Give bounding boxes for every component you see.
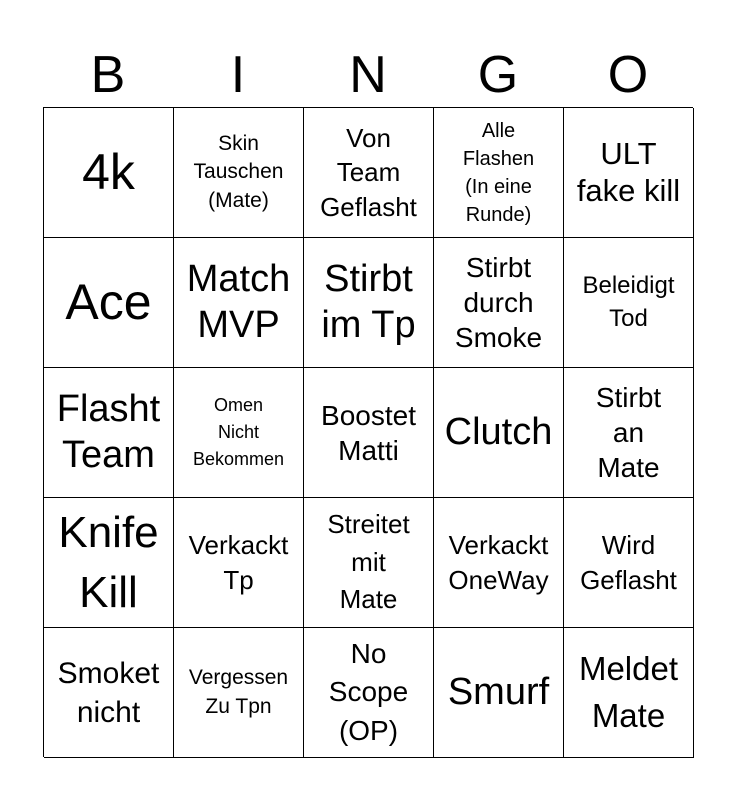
cell-text: ULT fake kill xyxy=(576,136,681,208)
cell-text: Omen Nicht Bekommen xyxy=(192,395,285,469)
cell-text: Von Team Geflasht xyxy=(320,122,417,222)
cell-text: Streitet mit Mate xyxy=(327,508,410,615)
bingo-board xyxy=(43,107,693,757)
cell-text: Smurf xyxy=(447,670,550,713)
bingo-cell[interactable] xyxy=(174,498,304,628)
bingo-cell[interactable] xyxy=(44,238,174,368)
cell-text: Stirbt an Mate xyxy=(595,382,662,483)
bingo-cell[interactable] xyxy=(44,108,174,238)
bingo-cell[interactable] xyxy=(564,108,694,238)
bingo-header xyxy=(43,42,693,108)
bingo-cell[interactable] xyxy=(174,368,304,498)
cell-text: Verkackt Tp xyxy=(188,529,289,595)
bingo-cell[interactable] xyxy=(434,108,564,238)
header-letter-b: B xyxy=(90,46,126,104)
bingo-cell[interactable] xyxy=(174,108,304,238)
cell-text: Knife Kill xyxy=(58,508,159,617)
bingo-cell[interactable] xyxy=(304,498,434,628)
bingo-cell[interactable] xyxy=(44,368,174,498)
bingo-cell[interactable] xyxy=(564,368,694,498)
bingo-cell[interactable] xyxy=(434,628,564,758)
cell-text: Stirbt im Tp xyxy=(321,257,416,346)
cell-text: Ace xyxy=(65,274,152,331)
bingo-cell[interactable] xyxy=(434,238,564,368)
header-letter-n: N xyxy=(349,46,387,104)
bingo-cell[interactable] xyxy=(304,108,434,238)
bingo-cell[interactable] xyxy=(304,238,434,368)
bingo-cell[interactable] xyxy=(174,628,304,758)
cell-text: Match MVP xyxy=(186,257,291,346)
cell-text: Verkackt OneWay xyxy=(448,529,549,595)
bingo-cell[interactable] xyxy=(564,498,694,628)
cell-text: Meldet Mate xyxy=(578,650,679,734)
bingo-cell[interactable] xyxy=(174,238,304,368)
cell-text: Clutch xyxy=(444,410,553,453)
cell-text: Boostet Matti xyxy=(321,399,416,466)
header-letter-i: I xyxy=(230,46,246,104)
bingo-cell[interactable] xyxy=(434,368,564,498)
bingo-cell[interactable] xyxy=(44,628,174,758)
bingo-cell[interactable] xyxy=(434,498,564,628)
cell-text: Alle Flashen (In eine Runde) xyxy=(462,119,535,226)
cell-text: Skin Tauschen (Mate) xyxy=(193,131,284,212)
header-letter-g: G xyxy=(477,46,519,104)
cell-text: Beleidigt Tod xyxy=(582,272,675,332)
cell-text: Stirbt durch Smoke xyxy=(454,252,543,353)
header-letter-o: O xyxy=(607,46,649,104)
cell-text: Wird Geflasht xyxy=(580,529,677,595)
bingo-cell[interactable] xyxy=(44,498,174,628)
cell-text: Vergessen Zu Tpn xyxy=(188,665,289,718)
cell-text: Flasht Team xyxy=(56,387,161,476)
cell-text: Smoket nicht xyxy=(57,656,160,729)
bingo-cell[interactable] xyxy=(304,368,434,498)
cell-text: No Scope (OP) xyxy=(328,637,409,746)
cell-text: 4k xyxy=(82,144,135,201)
bingo-cell[interactable] xyxy=(564,238,694,368)
bingo-cell[interactable] xyxy=(564,628,694,758)
bingo-cell[interactable] xyxy=(304,628,434,758)
